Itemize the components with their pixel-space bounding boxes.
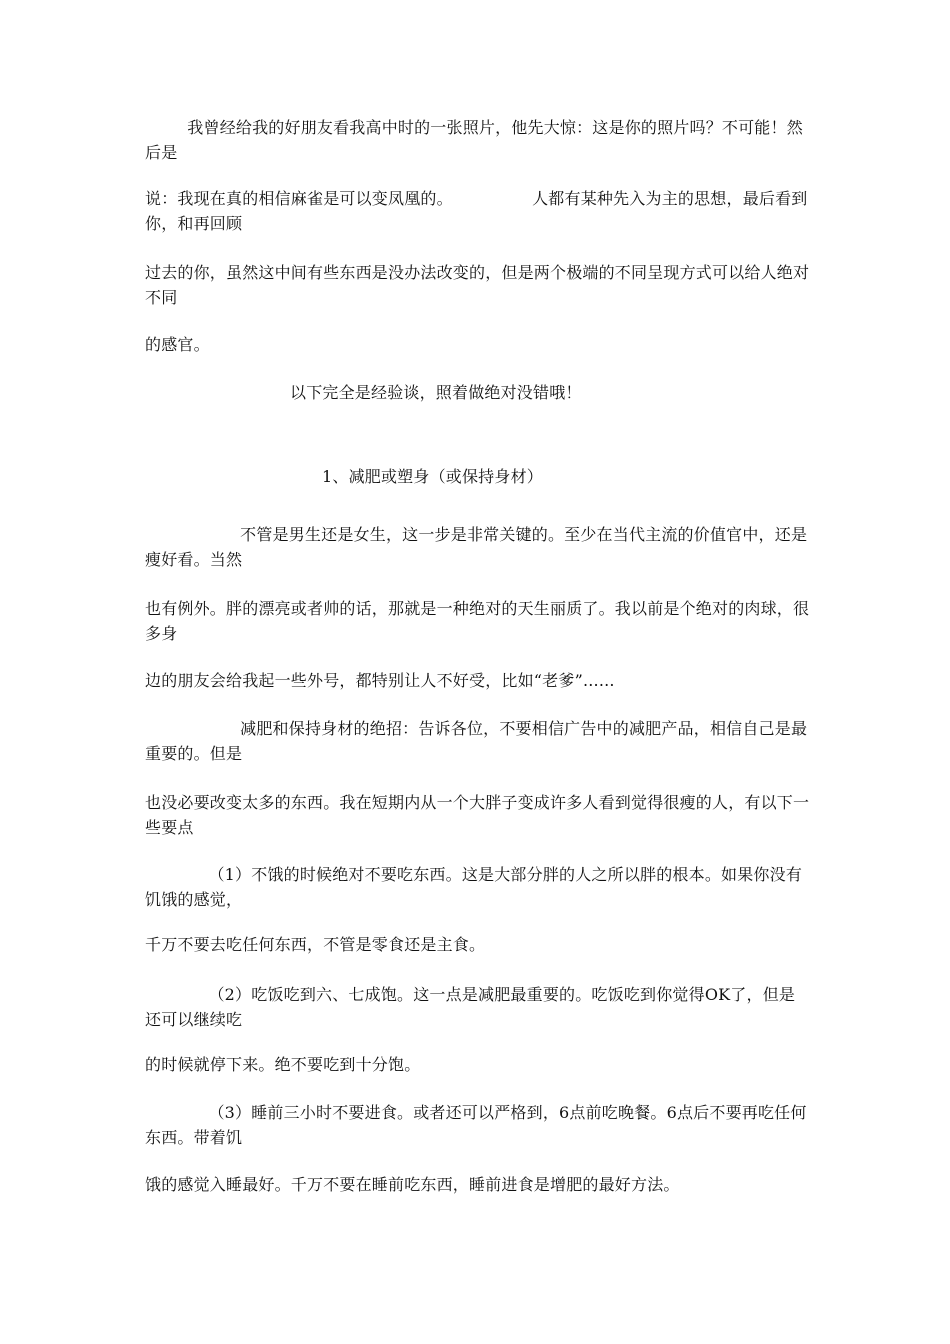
list-item-3: （3）睡前三小时不要进食。或者还可以严格到，6点前吃晚餐。6点后不要再吃任何东西。带着饥 bbox=[145, 1103, 807, 1147]
paragraph-experience-note: 以下完全是经验谈，照着做绝对没错哦！ bbox=[290, 383, 582, 402]
list-item-1-cont: 千万不要去吃任何东西，不管是零食还是主食。 bbox=[145, 935, 486, 954]
paragraph-tips-intro: 减肥和保持身材的绝招：告诉各位，不要相信广告中的减肥产品，相信自己是最重要的。但是 bbox=[145, 719, 808, 763]
list-item-1: （1）不饿的时候绝对不要吃东西。这是大部分胖的人之所以胖的根本。如果你没有饥饿的感觉， bbox=[145, 865, 803, 909]
list-item-3-cont: 饿的感觉入睡最好。千万不要在睡前吃东西，睡前进食是增肥的最好方法。 bbox=[145, 1175, 680, 1194]
paragraph-exceptions: 也有例外。胖的漂亮或者帅的话，那就是一种绝对的天生丽质了。我以前是个绝对的肉球，很多身 bbox=[145, 599, 810, 643]
paragraph-intro: 我曾经给我的好朋友看我高中时的一张照片，他先大惊：这是你的照片吗？不可能！然后是 bbox=[145, 118, 803, 162]
paragraph-phoenix: 说：我现在真的相信麻雀是可以变凤凰的。 人都有某种先入为主的思想，最后看到你，和再回顾 bbox=[145, 189, 808, 233]
list-item-2: （2）吃饭吃到六、七成饱。这一点是减肥最重要的。吃饭吃到你觉得OK了，但是还可以继续吃 bbox=[145, 985, 796, 1029]
list-item-2-cont: 的时候就停下来。绝不要吃到十分饱。 bbox=[145, 1055, 421, 1074]
paragraph-past-self: 过去的你，虽然这中间有些东西是没办法改变的，但是两个极端的不同呈现方式可以给人绝对不同 bbox=[145, 263, 810, 307]
paragraph-senses: 的感官。 bbox=[145, 335, 210, 354]
section-heading-weight-loss: 1、减肥或塑身（或保持身材） bbox=[322, 467, 543, 486]
paragraph-nicknames: 边的朋友会给我起一些外号，都特别让人不好受，比如“老爹”...... bbox=[145, 671, 615, 690]
paragraph-key-points: 也没必要改变太多的东西。我在短期内从一个大胖子变成许多人看到觉得很瘦的人，有以下一些要点 bbox=[145, 793, 810, 837]
paragraph-key-step: 不管是男生还是女生，这一步是非常关键的。至少在当代主流的价值官中，还是瘦好看。当然 bbox=[145, 525, 808, 569]
